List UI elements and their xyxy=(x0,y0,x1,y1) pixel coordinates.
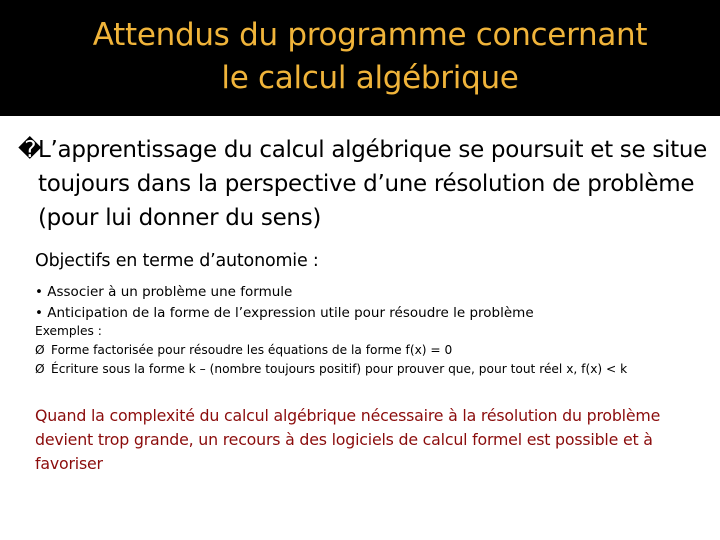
slide-title-line-1: Attendus du programme concernant xyxy=(92,17,648,53)
example-text-1: Forme factorisée pour résoudre les équations de la forme f(x) = 0 xyxy=(51,343,453,357)
examples-label: Exemples : xyxy=(35,324,102,338)
autonomy-bullets xyxy=(35,282,534,324)
example-item-2 xyxy=(35,360,627,379)
main-bullet xyxy=(18,133,708,235)
arrow-bullet-icon: Ø xyxy=(35,362,45,376)
slide-title-line-2: le calcul algébrique xyxy=(221,60,519,96)
closing-note: Quand la complexité du calcul algébrique nécessaire à la résolution du problème devient trop grande, un recours à des logiciels de calcul formel est possible et à favoriser xyxy=(35,406,661,473)
autonomy-bullet-1: • Associer à un problème une formule xyxy=(35,284,293,300)
example-text-2: Écriture sous la forme k – (nombre toujours positif) pour prouver que, pour tout réel x, f(x) < k xyxy=(51,362,628,376)
title-banner xyxy=(0,0,720,116)
slide-title xyxy=(20,14,720,100)
example-item-1 xyxy=(35,341,627,360)
autonomy-heading: Objectifs en terme d’autonomie : xyxy=(35,251,319,271)
main-bullet-text: L’apprentissage du calcul algébrique se poursuit et se situe toujours dans la perspective d’une résolution de problème (pour lui donner du sens) xyxy=(38,137,707,231)
bullet-mark: � xyxy=(18,137,42,163)
autonomy-bullet-2: • Anticipation de la forme de l’expression utile pour résoudre le problème xyxy=(35,305,534,321)
arrow-bullet-icon: Ø xyxy=(35,343,45,357)
examples-block xyxy=(35,322,627,379)
